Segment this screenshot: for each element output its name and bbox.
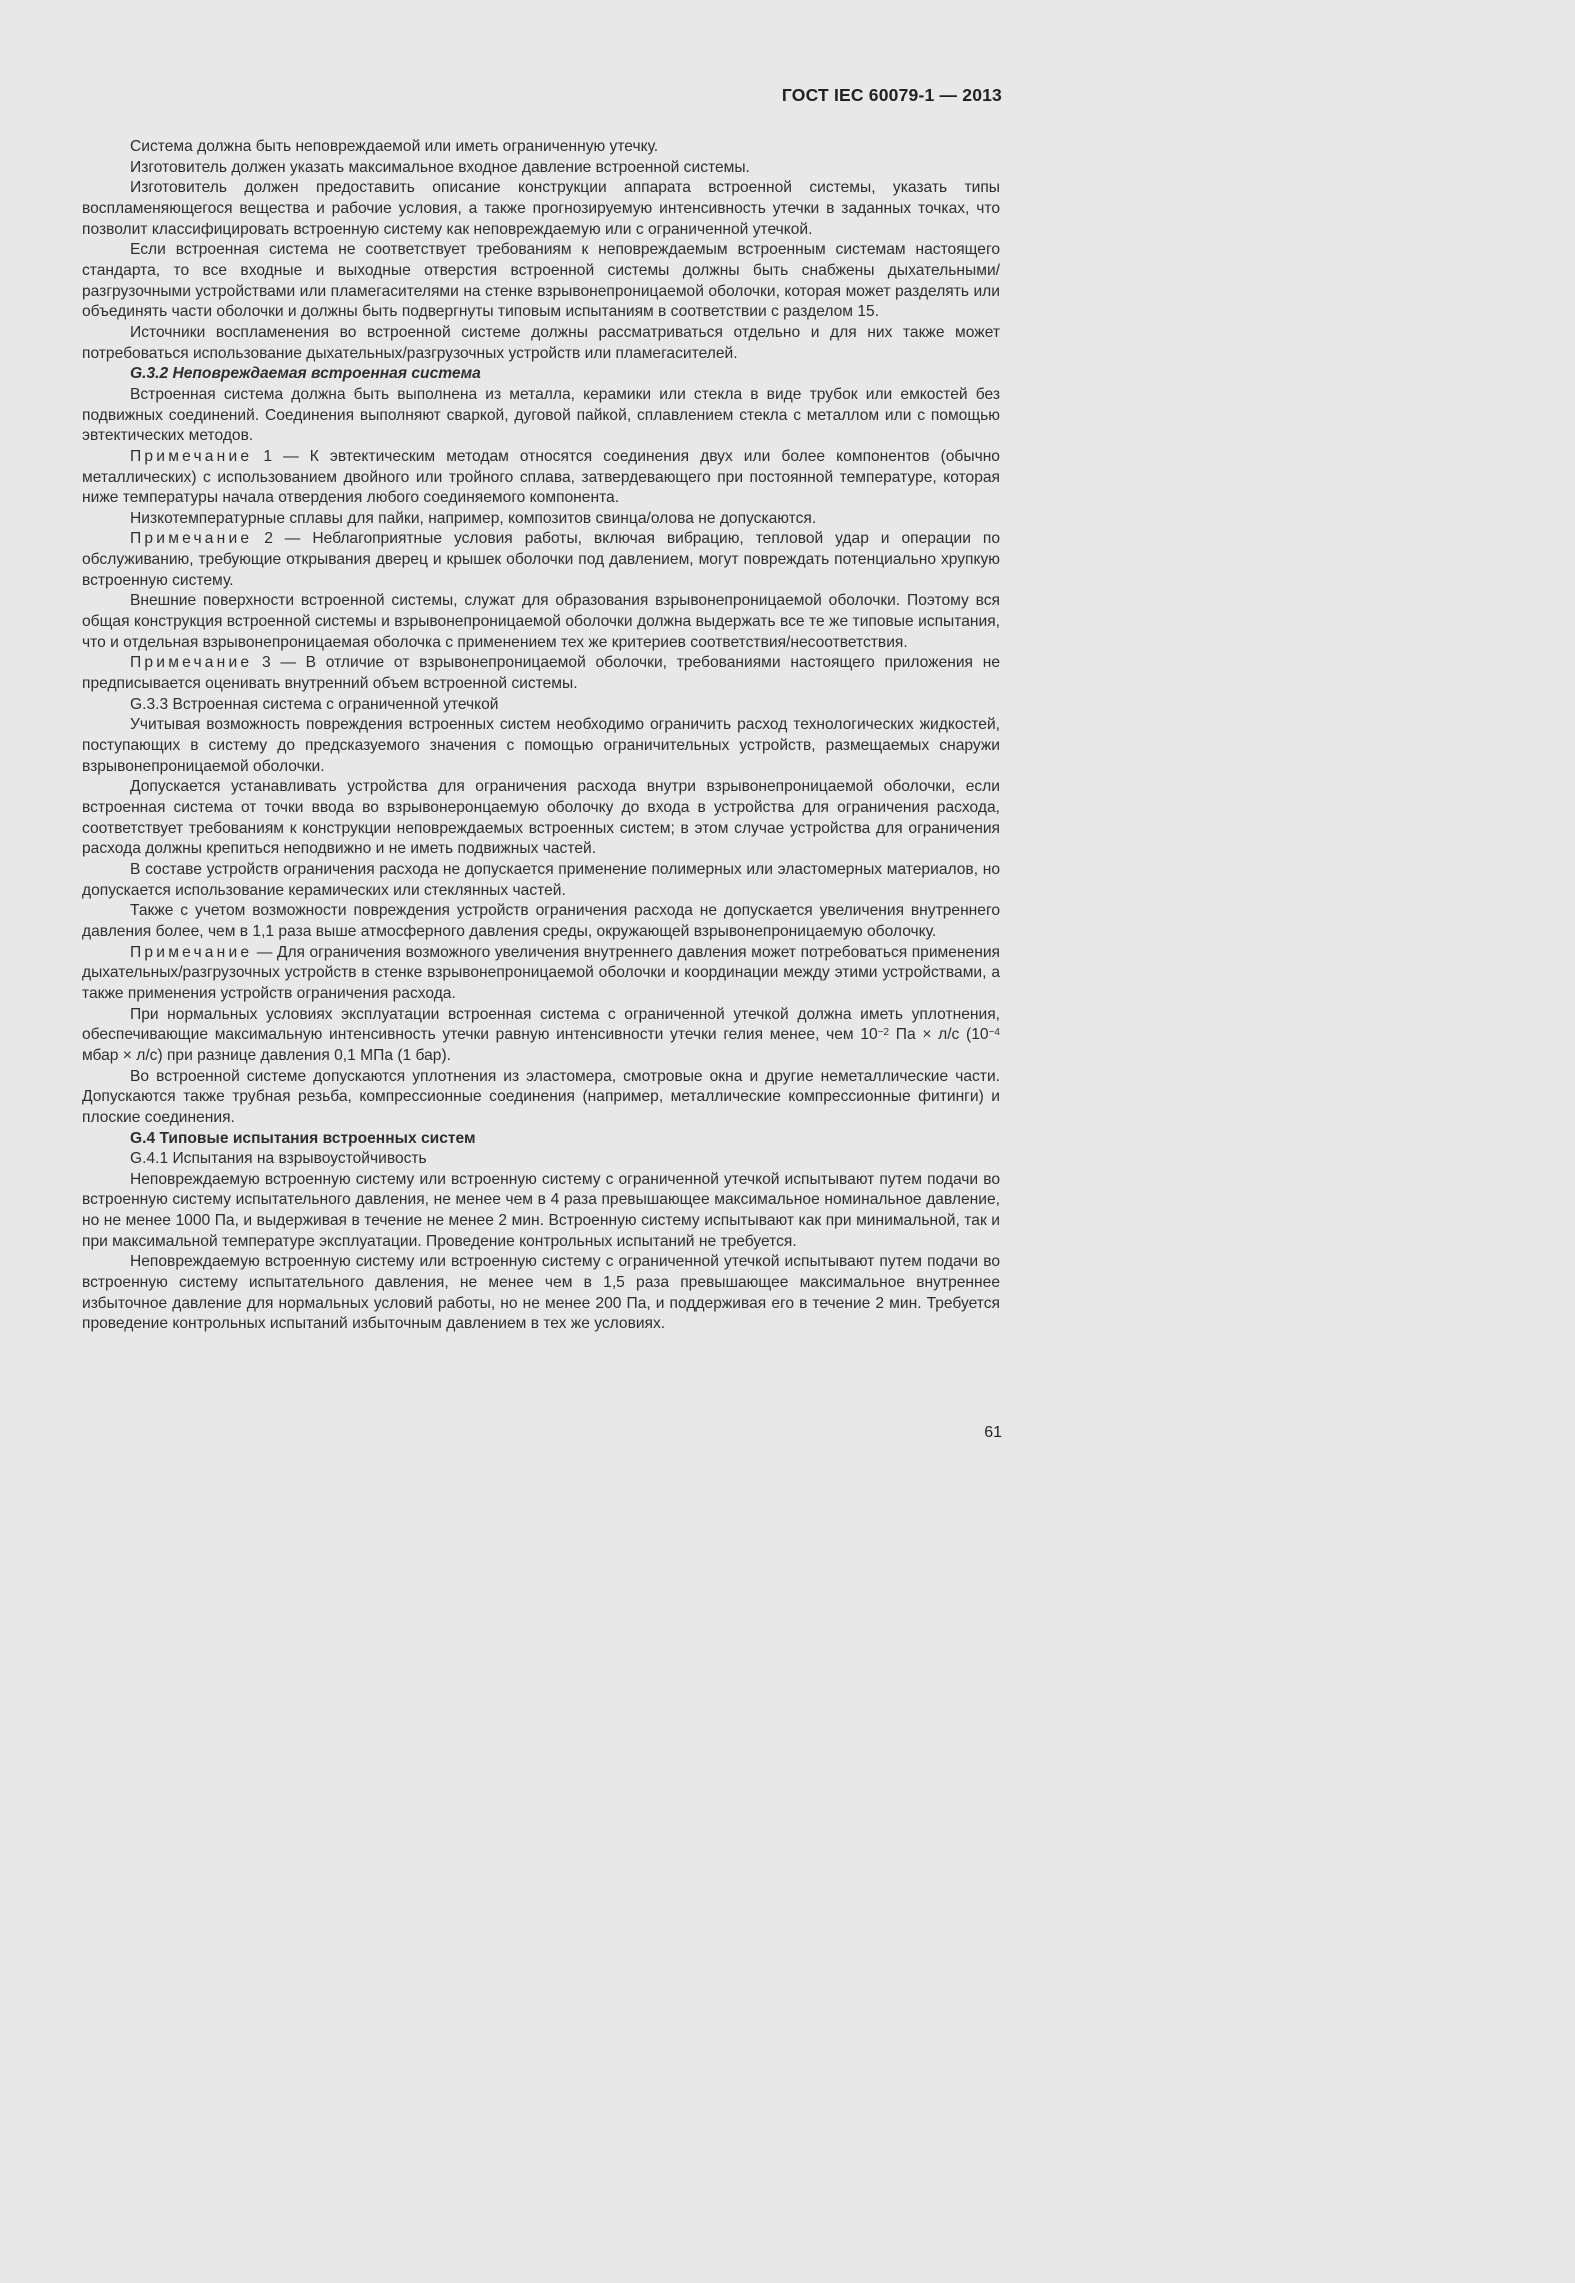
paragraph: Низкотемпературные сплавы для пайки, например, композитов свинца/олова не допускаются. <box>130 509 817 527</box>
leakage-value-exponent: −2 <box>877 1027 890 1039</box>
leakage-value-base: 10 <box>860 1026 878 1044</box>
paragraph: Допускается устанавливать устройства для ограничения расхода внутри взрывонепроницаемой оболочки, если встроенная система от точки ввода во взрывонеронцаемую оболочку до входа в устройства для ограничения расхода, соответствует требованиям к конструкции неповреждаемых встроенных систем; в этом случае устройства для ограничения расхода должны крепиться неподвижно и не иметь подвижных частей. <box>82 778 1000 858</box>
paragraph: Изготовитель должен предоставить описание конструкции аппарата встроенной системы, указать типы воспламеняющегося вещества и рабочие условия, а также прогнозируемую интенсивность утечки в заданных точках, что позволит классифицировать встроенную систему как неповреждаемую или с ограниченной утечкой. <box>82 179 1000 238</box>
section-heading-g-4: G.4 Типовые испытания встроенных систем <box>130 1129 476 1147</box>
note-text: 3 — В отличие от взрывонепроницаемой оболочки, требованиями настоящего приложения не предписывается оценивать внутренний объем встроенной системы. <box>82 654 1000 693</box>
note-label: Примечание <box>130 654 253 672</box>
note-paragraph <box>82 943 1000 1005</box>
paragraph: Изготовитель должен указать максимальное входное давление встроенной системы. <box>130 158 750 176</box>
paragraph: Во встроенной системе допускаются уплотнения из эластомера, смотровые окна и другие неметаллические части. Допускаются также трубная резьба, компрессионные соединения (например, металлические компрессионные фитинги) и плоские соединения. <box>82 1067 1000 1126</box>
paragraph: Неповреждаемую встроенную систему или встроенную систему с ограниченной утечкой испытывают путем подачи во встроенную систему испытательного давления, не менее чем в 1,5 раза превышающее максимальное внутреннее избыточное давление для нормальных условий работы, но не менее 200 Па, и поддерживая его в течение 2 мин. Требуется проведение контрольных испытаний избыточным давлением в тех же условиях. <box>82 1253 1000 1333</box>
paragraph: Если встроенная система не соответствует требованиям к неповреждаемым встроенным системам настоящего стандарта, то все входные и выходные отверстия встроенной системы должны быть снабжены дыхательными/разгрузочными устройствами или пламегасителями на стенке взрывонепроницаемой оболочки, которая может разделять или объединять части оболочки и должны быть подвергнуты типовым испытаниям в соответствии с разделом 15. <box>82 241 1000 321</box>
note-text: 1 — К эвтектическим методам относятся соединения двух или более компонентов (обычно металлических) с использованием двойного или тройного сплава, затвердевающего при постоянной температуре, которая ниже температуры начала отвердения любого соединяемого компонента. <box>82 447 1000 507</box>
note-paragraph <box>82 447 1000 509</box>
note-paragraph <box>82 653 1000 694</box>
leakage-text: При нормальных условиях эксплуатации встроенная система с ограниченной утечкой должна иметь уплотнения, обеспечивающие максимальную интенсивность утечки равную интенсивности утечки гелия менее, чем <box>82 1005 1000 1044</box>
paragraph: Встроенная система должна быть выполнена из металла, керамики или стекла в виде трубок или емкостей без подвижных соединений. Соединения выполняют сваркой, дуговой пайкой, сплавлением стекла с металлом или с помощью эвтектических методов. <box>82 385 1000 445</box>
note-label: Примечание <box>130 943 253 961</box>
paragraph: Источники воспламенения во встроенной системе должны рассматриваться отдельно и для них также может потребоваться использование дыхательных/разгрузочных устройств или пламегасителей. <box>82 323 1000 362</box>
paragraph: В составе устройств ограничения расхода не допускается применение полимерных или эластомерных материалов, но допускается использование керамических или стеклянных частей. <box>82 860 1000 899</box>
note-paragraph <box>82 529 1000 591</box>
section-heading-g-3-2: G.3.2 Неповреждаемая встроенная система <box>130 365 481 383</box>
leakage-mbar-exponent: −4 <box>988 1027 1000 1039</box>
document-page <box>0 0 1082 1568</box>
paragraph: Внешние поверхности встроенной системы, служат для образования взрывонепроницаемой оболочки. Поэтому вся общая конструкция встроенной системы и взрывонепроницаемой оболочки должна выдержать все те же типовые испытания, что и отдельная взрывонепроницаемая оболочка с применением тех же критериев соответствия/несоответствия. <box>82 592 1000 651</box>
note-label: Примечание <box>130 530 253 548</box>
paragraph: Учитывая возможность повреждения встроенных систем необходимо ограничить расход технологических жидкостей, поступающих в систему до предсказуемого значения с помощью ограничительных устройств, размещаемых снаружи взрывонепроницаемой оболочки. <box>82 716 1000 775</box>
leakage-tail-text: мбар × л/с) при разнице давления 0,1 МПа (1 бар). <box>82 1046 451 1064</box>
paragraph: Неповреждаемую встроенную систему или встроенную систему с ограниченной утечкой испытывают путем подачи во встроенную систему испытательного давления, не менее чем в 4 раза превышающее максимальное номинальное давление, но не менее 1000 Па, и выдерживая в течение не менее 2 мин. Встроенную систему испытывают как при минимальной, так и при максимальной температуре эксплуатации. Проведение контрольных испытаний не требуется. <box>82 1170 1000 1250</box>
section-heading-g-4-1: G.4.1 Испытания на взрывоустойчивость <box>130 1150 427 1168</box>
page-number: 61 <box>984 1424 1002 1441</box>
note-text: 2 — Неблагоприятные условия работы, включая вибрацию, тепловой удар и операции по обслуживанию, требующие открывания дверец и крышек оболочки под давлением, могут повреждать потенциально хрупкую встроенную систему. <box>82 530 1000 589</box>
paragraph: Также с учетом возможности повреждения устройств ограничения расхода не допускается увеличения внутреннего давления более, чем в 1,1 раза выше атмосферного давления среды, окружающей взрывонепроницаемую оболочку. <box>82 902 1000 940</box>
section-heading-g-3-3: G.3.3 Встроенная система с ограниченной утечкой <box>130 695 499 713</box>
leakage-unit-text: Па × л/с (10 <box>889 1026 989 1044</box>
note-text: — Для ограничения возможного увеличения внутреннего давления может потребоваться применения дыхательных/разгрузочных устройств в стенке взрывонепроницаемой оболочки и координации между этими устройствами, а также применения устройств ограничения расхода. <box>82 943 1000 1002</box>
leakage-paragraph <box>82 1005 1000 1067</box>
standard-header: ГОСТ IEC 60079-1 — 2013 <box>781 85 1002 105</box>
paragraph: Система должна быть неповреждаемой или иметь ограниченную утечку. <box>130 138 659 155</box>
note-label: Примечание <box>130 447 253 465</box>
document-body <box>82 137 1000 1335</box>
